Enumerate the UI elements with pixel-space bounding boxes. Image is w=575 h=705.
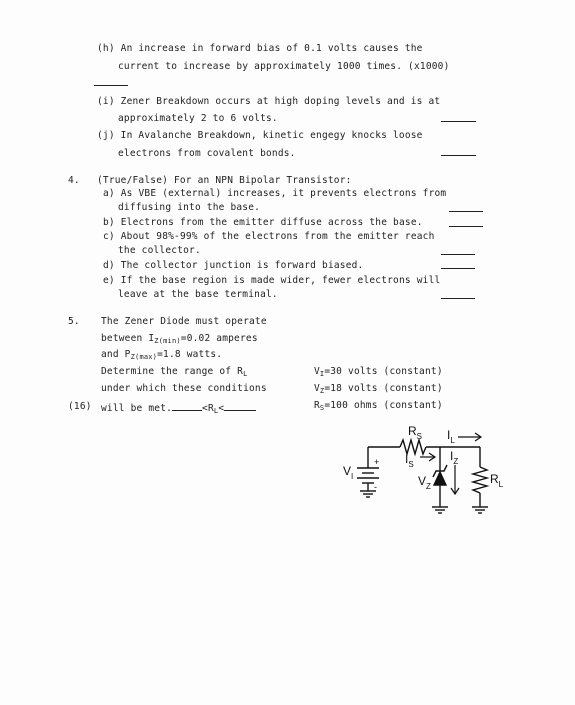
answer-blank-i[interactable] [441, 121, 476, 122]
zener-diode [433, 447, 447, 507]
vi-plus-sign: + [374, 457, 380, 467]
q4-e-line1: e) If the base region is made wider, fewer electrons will [103, 275, 441, 286]
q4-c-line1: c) About 98%-99% of the electrons from the emitter reach [103, 231, 435, 242]
item-j-line2: electrons from covalent bonds. [118, 148, 296, 159]
q5-line2: between $I_{Z(min)}=0.02$ amperes [101, 333, 258, 345]
given-vi: $V_I=30$ volts (constant) [314, 366, 443, 378]
answer-blank-4b[interactable] [449, 226, 483, 227]
q4-a-line2: diffusing into the base. [118, 202, 261, 213]
q5-line5: under which these conditions [101, 383, 267, 394]
il-current-arrow [458, 433, 481, 441]
q4-d-line1: d) The collector junction is forward biased. [103, 260, 364, 271]
answer-blank-4a[interactable] [449, 211, 483, 212]
q5-points: (16) [68, 401, 92, 412]
il-label: $I_L$ [447, 428, 455, 445]
item-j-line1: (j) In Avalanche Breakdown, kinetic engegy knocks loose [97, 130, 423, 141]
answer-blank-4c[interactable] [441, 254, 475, 255]
answer-blank-j[interactable] [441, 155, 476, 156]
given-vz: $V_Z=18$ volts (constant) [314, 383, 443, 395]
item-h-line2: current to increase by approximately 1000 times. (x1000) [118, 61, 450, 72]
rs-label: $R_S$ [408, 424, 423, 441]
given-rs: $R_S=100$ ohms (constant) [314, 400, 443, 412]
q5-number: 5. [68, 316, 80, 327]
item-h-line1: (h) An increase in forward bias of 0.1 volts causes the [97, 43, 423, 54]
iz-current-arrow [451, 465, 459, 494]
q5-line6: will be met. $<R_L<$ [101, 401, 256, 417]
q4-c-line2: the collector. [118, 245, 201, 256]
vi-label: $V_I$ [343, 464, 354, 481]
item-i-line1: (i) Zener Breakdown occurs at high doping levels and is at [97, 96, 441, 107]
q5-line3: and $P_{Z(max)}=1.8$ watts. [101, 349, 223, 361]
answer-blank-h[interactable] [94, 85, 128, 86]
is-current-arrow [420, 453, 435, 461]
is-label: $I_S$ [405, 452, 414, 469]
q4-a-line1: a) As VBE (external) increases, it prevents electrons from [103, 188, 447, 199]
zener-circuit-diagram [330, 415, 530, 520]
ground-icon [432, 507, 448, 513]
iz-label: $I_Z$ [450, 449, 459, 466]
load-resistor-rl [472, 447, 488, 513]
q4-b-line1: b) Electrons from the emitter diffuse across the base. [103, 217, 423, 228]
answer-blank-4e[interactable] [441, 298, 475, 299]
vi-minus-sign: - [374, 482, 377, 492]
vz-label: $V_Z$ [418, 474, 431, 491]
q5-line4: Determine the range of $R_L$ [101, 366, 248, 378]
q4-number: 4. [68, 175, 80, 186]
rl-label: $R_L$ [490, 472, 504, 489]
answer-blank-4d[interactable] [441, 268, 475, 269]
q5-line1: The Zener Diode must operate [101, 316, 267, 327]
item-i-line2: approximately 2 to 6 volts. [118, 113, 278, 124]
q4-header: (True/False) For an NPN Bipolar Transistor: [97, 175, 352, 186]
q4-e-line2: leave at the base terminal. [118, 289, 278, 300]
